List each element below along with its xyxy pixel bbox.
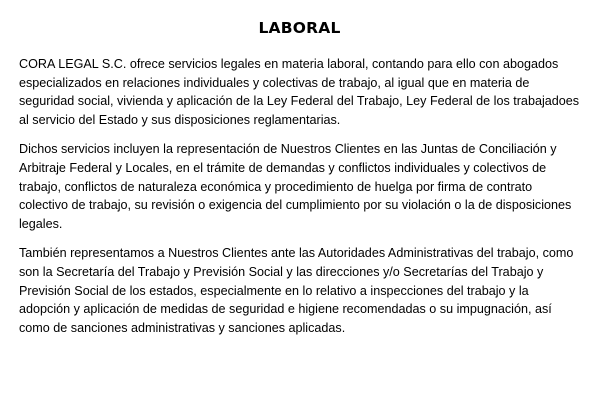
- page-title: LABORAL: [258, 19, 341, 37]
- paragraph-services: Dichos servicios incluyen la representación de Nuestros Clientes en las Juntas de Conciliación y Arbitraje Federal y Locales, en el trámite de demandas y conflictos individuales y colectivos de trabajo, conflictos de naturaleza económica y procedimiento de huelga por firma de contrato colectivo de trabajo, su revisión o exigencia del cumplimiento por su violación o la de disposiciones legales.: [19, 142, 572, 231]
- paragraph-intro: CORA LEGAL S.C. ofrece servicios legales en materia laboral, contando para ello con abogados especializados en relaciones individuales y colectivas de trabajo, al igual que en materia de seguridad social, vivienda y aplicación de la Ley Federal del Trabajo, Ley Federal de los trabajadoes al servicio del Estado y sus disposiciones reglamentarias.: [19, 57, 580, 127]
- paragraph-representation: También representamos a Nuestros Clientes ante las Autoridades Administrativas del trabajo, como son la Secretaría del Trabajo y Previsión Social y las direcciones y/o Secretarías del Trabajo y Previsión Social de los estados, especialmente en lo relativo a inspecciones del trabajo y la adopción y aplicación de medidas de seguridad e higiene recomendadas o su impugnación, así como de sanciones administrativas y sanciones aplicadas.: [19, 246, 574, 335]
